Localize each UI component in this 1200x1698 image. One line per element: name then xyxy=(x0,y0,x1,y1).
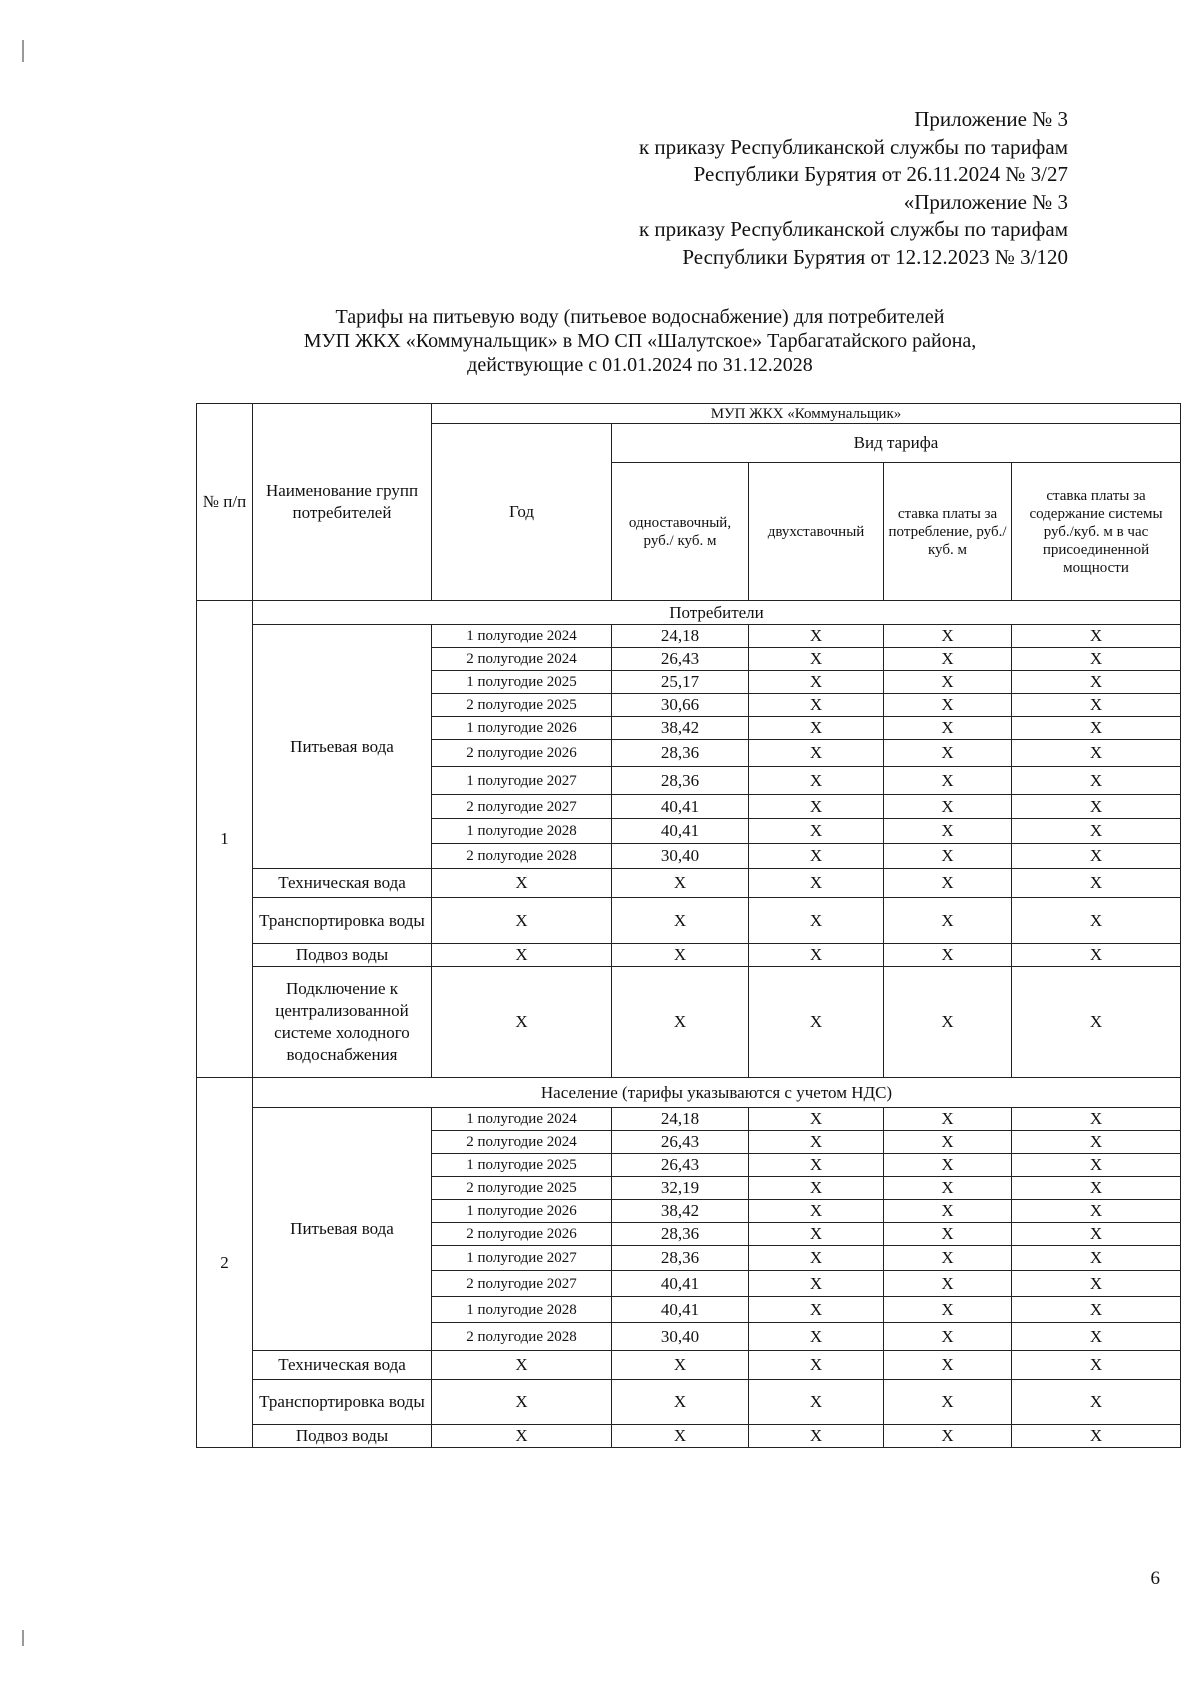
value-cell: X xyxy=(884,1351,1012,1380)
value-cell: X xyxy=(1012,1425,1181,1448)
consumption-rate-cell: X xyxy=(884,740,1012,767)
maintenance-rate-cell: X xyxy=(1012,1177,1181,1200)
header-double-rate: двухставочный xyxy=(749,463,884,601)
maintenance-rate-cell: X xyxy=(1012,1323,1181,1351)
maintenance-rate-cell: X xyxy=(1012,717,1181,740)
single-rate-cell: 28,36 xyxy=(612,1223,749,1246)
header-single-rate: одноставочный, руб./ куб. м xyxy=(612,463,749,601)
value-cell: X xyxy=(1012,967,1181,1078)
single-rate-cell: 32,19 xyxy=(612,1177,749,1200)
period-cell: 1 полугодие 2024 xyxy=(432,625,612,648)
consumption-rate-cell: X xyxy=(884,1271,1012,1297)
single-rate-cell: 40,41 xyxy=(612,1297,749,1323)
single-rate-cell: 30,66 xyxy=(612,694,749,717)
consumption-rate-cell: X xyxy=(884,1154,1012,1177)
double-rate-cell: X xyxy=(749,767,884,795)
maintenance-rate-cell: X xyxy=(1012,1131,1181,1154)
double-rate-cell: X xyxy=(749,717,884,740)
consumption-rate-cell: X xyxy=(884,1323,1012,1351)
double-rate-cell: X xyxy=(749,1131,884,1154)
value-cell: X xyxy=(612,1425,749,1448)
double-rate-cell: X xyxy=(749,625,884,648)
period-cell: 1 полугодие 2027 xyxy=(432,1246,612,1271)
period-cell: 2 полугодие 2025 xyxy=(432,694,612,717)
double-rate-cell: X xyxy=(749,1154,884,1177)
consumption-rate-cell: X xyxy=(884,819,1012,844)
consumption-rate-cell: X xyxy=(884,1297,1012,1323)
table-row xyxy=(197,898,1181,944)
appendix-header xyxy=(639,106,1068,271)
double-rate-cell: X xyxy=(749,1177,884,1200)
period-cell: 2 полугодие 2027 xyxy=(432,1271,612,1297)
period-cell: 1 полугодие 2026 xyxy=(432,1200,612,1223)
period-cell: 2 полугодие 2024 xyxy=(432,648,612,671)
table-row xyxy=(197,967,1181,1078)
value-cell: X xyxy=(432,944,612,967)
header-tariff-type: Вид тарифа xyxy=(612,424,1181,463)
value-cell: X xyxy=(749,1351,884,1380)
header-line: Республики Бурятия от 12.12.2023 № 3/120 xyxy=(682,244,1068,269)
double-rate-cell: X xyxy=(749,1223,884,1246)
section-title: Потребители xyxy=(253,601,1181,625)
value-cell: X xyxy=(612,967,749,1078)
period-cell: 2 полугодие 2024 xyxy=(432,1131,612,1154)
double-rate-cell: X xyxy=(749,1200,884,1223)
section-number: 2 xyxy=(197,1078,253,1448)
section-title: Население (тарифы указываются с учетом НДС) xyxy=(253,1078,1181,1108)
double-rate-cell: X xyxy=(749,819,884,844)
table-row xyxy=(197,1108,1181,1131)
period-cell: 1 полугодие 2026 xyxy=(432,717,612,740)
maintenance-rate-cell: X xyxy=(1012,1154,1181,1177)
value-cell: X xyxy=(612,944,749,967)
maintenance-rate-cell: X xyxy=(1012,1297,1181,1323)
value-cell: X xyxy=(884,1380,1012,1425)
drinking-water-label: Питьевая вода xyxy=(253,1108,432,1351)
period-cell: 2 полугодие 2026 xyxy=(432,1223,612,1246)
header-consumption-rate: ставка платы за потребление, руб./ куб. м xyxy=(884,463,1012,601)
double-rate-cell: X xyxy=(749,740,884,767)
consumer-group-name: Подвоз воды xyxy=(253,944,432,967)
maintenance-rate-cell: X xyxy=(1012,767,1181,795)
single-rate-cell: 40,41 xyxy=(612,795,749,819)
consumption-rate-cell: X xyxy=(884,1223,1012,1246)
header-org: МУП ЖКХ «Коммунальщик» xyxy=(432,404,1181,424)
double-rate-cell: X xyxy=(749,844,884,869)
maintenance-rate-cell: X xyxy=(1012,795,1181,819)
maintenance-rate-cell: X xyxy=(1012,648,1181,671)
table-row xyxy=(197,625,1181,648)
maintenance-rate-cell: X xyxy=(1012,1271,1181,1297)
consumption-rate-cell: X xyxy=(884,694,1012,717)
single-rate-cell: 24,18 xyxy=(612,1108,749,1131)
consumption-rate-cell: X xyxy=(884,671,1012,694)
single-rate-cell: 28,36 xyxy=(612,767,749,795)
header-line: Приложение № 3 xyxy=(914,107,1068,131)
single-rate-cell: 25,17 xyxy=(612,671,749,694)
period-cell: 1 полугодие 2028 xyxy=(432,819,612,844)
header-year: Год xyxy=(432,424,612,601)
consumer-group-name: Подключение к централизованной системе холодного водоснабжения xyxy=(253,967,432,1078)
value-cell: X xyxy=(884,967,1012,1078)
title-line: МУП ЖКХ «Коммунальщик» в МО СП «Шалутское» Тарбагатайского района, xyxy=(303,330,977,352)
consumption-rate-cell: X xyxy=(884,1177,1012,1200)
double-rate-cell: X xyxy=(749,671,884,694)
maintenance-rate-cell: X xyxy=(1012,694,1181,717)
section-title-row xyxy=(197,601,1181,625)
value-cell: X xyxy=(432,1380,612,1425)
single-rate-cell: 30,40 xyxy=(612,1323,749,1351)
maintenance-rate-cell: X xyxy=(1012,740,1181,767)
consumption-rate-cell: X xyxy=(884,648,1012,671)
consumption-rate-cell: X xyxy=(884,717,1012,740)
value-cell: X xyxy=(1012,898,1181,944)
value-cell: X xyxy=(432,1351,612,1380)
period-cell: 2 полугодие 2025 xyxy=(432,1177,612,1200)
section-title-row xyxy=(197,1078,1181,1108)
table-row xyxy=(197,1351,1181,1380)
table-row xyxy=(197,944,1181,967)
value-cell: X xyxy=(749,944,884,967)
maintenance-rate-cell: X xyxy=(1012,625,1181,648)
consumer-group-name: Техническая вода xyxy=(253,1351,432,1380)
maintenance-rate-cell: X xyxy=(1012,1200,1181,1223)
period-cell: 2 полугодие 2026 xyxy=(432,740,612,767)
consumption-rate-cell: X xyxy=(884,795,1012,819)
value-cell: X xyxy=(1012,869,1181,898)
single-rate-cell: 28,36 xyxy=(612,740,749,767)
header-line: к приказу Республиканской службы по тарифам xyxy=(638,134,1068,159)
maintenance-rate-cell: X xyxy=(1012,819,1181,844)
value-cell: X xyxy=(612,869,749,898)
double-rate-cell: X xyxy=(749,694,884,717)
value-cell: X xyxy=(884,944,1012,967)
double-rate-cell: X xyxy=(749,1297,884,1323)
value-cell: X xyxy=(884,1425,1012,1448)
period-cell: 2 полугодие 2028 xyxy=(432,1323,612,1351)
consumer-group-name: Транспортировка воды xyxy=(253,1380,432,1425)
maintenance-rate-cell: X xyxy=(1012,1246,1181,1271)
consumer-group-name: Транспортировка воды xyxy=(253,898,432,944)
value-cell: X xyxy=(884,869,1012,898)
header-maintenance-rate: ставка платы за содержание системы руб./куб. м в час присоединенной мощности xyxy=(1012,463,1181,601)
value-cell: X xyxy=(749,898,884,944)
header-line: Республики Бурятия от 26.11.2024 № 3/27 xyxy=(693,162,1068,186)
maintenance-rate-cell: X xyxy=(1012,671,1181,694)
single-rate-cell: 28,36 xyxy=(612,1246,749,1271)
double-rate-cell: X xyxy=(749,1323,884,1351)
value-cell: X xyxy=(612,1380,749,1425)
drinking-water-label: Питьевая вода xyxy=(253,625,432,869)
consumption-rate-cell: X xyxy=(884,1108,1012,1131)
value-cell: X xyxy=(612,898,749,944)
double-rate-cell: X xyxy=(749,1108,884,1131)
double-rate-cell: X xyxy=(749,1271,884,1297)
value-cell: X xyxy=(749,1425,884,1448)
header-line: к приказу Республиканской службы по тарифам xyxy=(638,217,1068,241)
period-cell: 1 полугодие 2024 xyxy=(432,1108,612,1131)
maintenance-rate-cell: X xyxy=(1012,1108,1181,1131)
consumption-rate-cell: X xyxy=(884,625,1012,648)
period-cell: 1 полугодие 2028 xyxy=(432,1297,612,1323)
single-rate-cell: 26,43 xyxy=(612,1154,749,1177)
table-row xyxy=(197,1425,1181,1448)
table-row xyxy=(197,1380,1181,1425)
scan-mark xyxy=(22,1630,24,1646)
double-rate-cell: X xyxy=(749,648,884,671)
scan-mark xyxy=(22,40,24,62)
consumption-rate-cell: X xyxy=(884,1131,1012,1154)
value-cell: X xyxy=(884,898,1012,944)
single-rate-cell: 24,18 xyxy=(612,625,749,648)
consumption-rate-cell: X xyxy=(884,1246,1012,1271)
value-cell: X xyxy=(612,1351,749,1380)
single-rate-cell: 38,42 xyxy=(612,1200,749,1223)
document-title xyxy=(200,305,1080,377)
consumer-group-name: Техническая вода xyxy=(253,869,432,898)
value-cell: X xyxy=(432,967,612,1078)
header-line: «Приложение № 3 xyxy=(903,189,1068,214)
value-cell: X xyxy=(432,869,612,898)
period-cell: 1 полугодие 2025 xyxy=(432,671,612,694)
value-cell: X xyxy=(749,1380,884,1425)
header-num: № п/п xyxy=(197,404,253,601)
value-cell: X xyxy=(432,898,612,944)
period-cell: 1 полугодие 2027 xyxy=(432,767,612,795)
value-cell: X xyxy=(1012,1351,1181,1380)
value-cell: X xyxy=(432,1425,612,1448)
single-rate-cell: 40,41 xyxy=(612,819,749,844)
tariff-table xyxy=(196,403,1181,1448)
value-cell: X xyxy=(1012,944,1181,967)
title-line: Тарифы на питьевую воду (питьевое водоснабжение) для потребителей xyxy=(335,306,945,328)
consumption-rate-cell: X xyxy=(884,1200,1012,1223)
double-rate-cell: X xyxy=(749,1246,884,1271)
single-rate-cell: 38,42 xyxy=(612,717,749,740)
section-number: 1 xyxy=(197,601,253,1078)
period-cell: 1 полугодие 2025 xyxy=(432,1154,612,1177)
title-line: действующие с 01.01.2024 по 31.12.2028 xyxy=(467,354,813,376)
value-cell: X xyxy=(749,967,884,1078)
consumption-rate-cell: X xyxy=(884,767,1012,795)
single-rate-cell: 26,43 xyxy=(612,648,749,671)
period-cell: 2 полугодие 2028 xyxy=(432,844,612,869)
consumption-rate-cell: X xyxy=(884,844,1012,869)
period-cell: 2 полугодие 2027 xyxy=(432,795,612,819)
consumer-group-name: Подвоз воды xyxy=(253,1425,432,1448)
value-cell: X xyxy=(1012,1380,1181,1425)
maintenance-rate-cell: X xyxy=(1012,844,1181,869)
page-number: 6 xyxy=(1150,1568,1160,1589)
value-cell: X xyxy=(749,869,884,898)
single-rate-cell: 30,40 xyxy=(612,844,749,869)
header-group: Наименование групп потребителей xyxy=(253,404,432,601)
single-rate-cell: 26,43 xyxy=(612,1131,749,1154)
single-rate-cell: 40,41 xyxy=(612,1271,749,1297)
table-row xyxy=(197,869,1181,898)
double-rate-cell: X xyxy=(749,795,884,819)
maintenance-rate-cell: X xyxy=(1012,1223,1181,1246)
